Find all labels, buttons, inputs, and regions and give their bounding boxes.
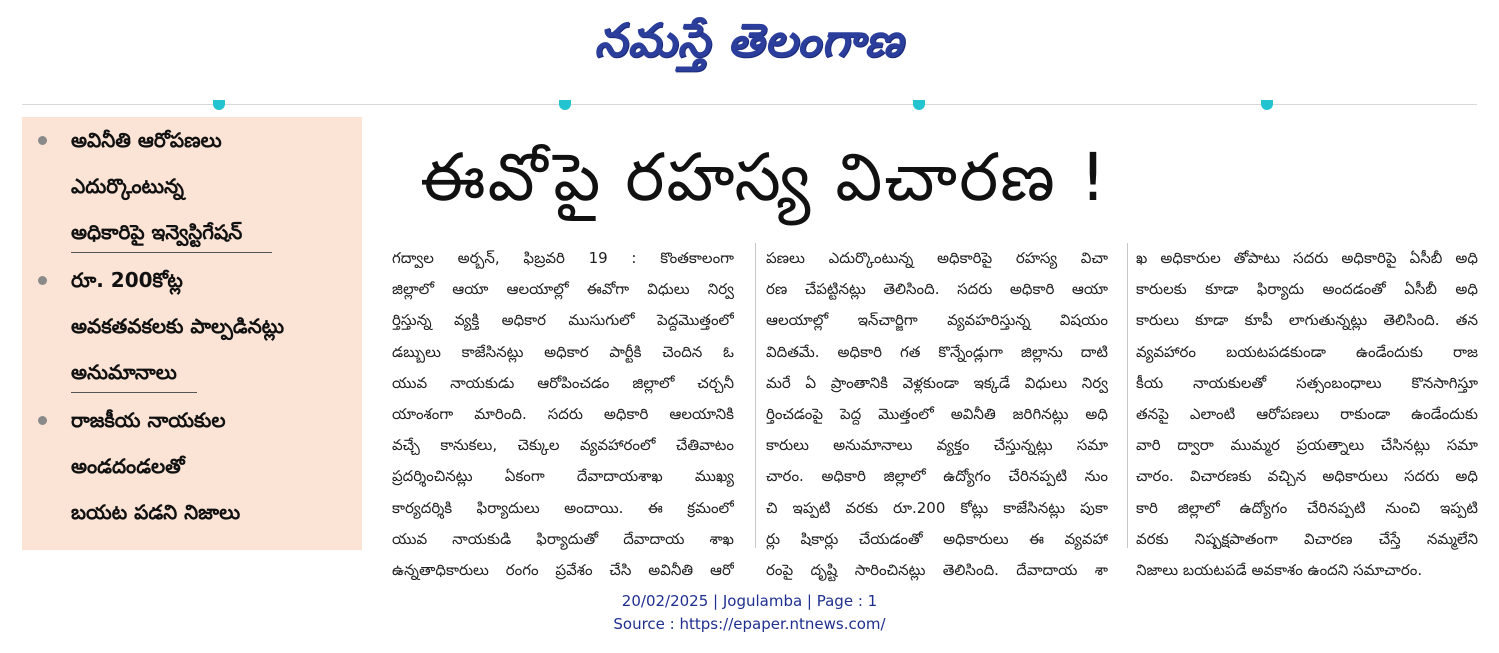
article-line: ర్లు షికార్లు చేయడంతో అధికారులు ఈ వ్యవహా [766,529,1108,548]
bullet-icon [38,136,47,145]
highlight-line: అనుమానాలు [71,360,177,384]
bullet-icon [38,276,47,285]
article-column-2 [766,243,1108,586]
newspaper-logo: నమస్తే తెలంగాణ [594,13,904,67]
article-line: రణ చేపట్టినట్లు తెలిసింది. సదరు అధికారి ఆయా [766,280,1108,299]
highlight-line: రూ. 200కోట్ల [71,268,183,292]
article-line: కారులు అనుమానాలు వ్యక్తం చేస్తున్నట్లు సమా [766,436,1108,455]
article-line: డబ్బులు కాజేసినట్లు అధికార పార్టీకి చెందిన ఓ [392,342,734,361]
header-divider [22,104,1477,105]
article-line: యువ నాయకుడి ఫిర్యాదుతో దేవాదాయ శాఖ [392,529,734,548]
article-line: ఖ అధికారుల తోపాటు సదరు అధికారిపై ఏసీబీ అధి [1136,249,1478,267]
article-line: ఆలయాల్లో ఇన్‌చార్జిగా వ్యవహరిస్తున్న విషయం [766,311,1108,330]
article-line: కారి జిల్లాలో ఉద్యోగం చేరినప్పటి నుంచి ఇప్పటి [1136,498,1478,517]
source-link[interactable]: Source : https://epaper.ntnews.com/ [613,615,886,633]
article-line: ర్తిస్తున్న వ్యక్తి అధికార ముసుగులో పెద్దమొత్తంలో [392,311,734,330]
article-column-1 [392,243,734,586]
masthead [0,0,1499,80]
article-line: గద్వాల అర్బన్, ఫిబ్రవరి 19 : కొంతకాలంగా [392,249,734,267]
article-line: చారం. విచారణకు వచ్చిన అధికారులు సదరు అధి [1136,467,1478,486]
article-line: చి ఇప్పటి వరకు రూ.200 కోట్లు కాజేసినట్లు పుకా [766,498,1108,517]
divider-dot [1261,100,1273,110]
article-line: ప్రదర్శించినట్లు ఏకంగా దేవాదాయశాఖ ముఖ్య [392,467,734,486]
article-line: పణలు ఎదుర్కొంటున్న అధికారిపై రహస్య విచా [766,249,1108,267]
divider-dot [913,100,925,110]
article-line: కారులకు కూడా ఫిర్యాదు అందడంతో ఏసీబీ అధి [1136,280,1478,299]
article-line: తనపై ఎలాంటి ఆరోపణలు రాకుండా ఉండేందుకు [1136,404,1478,423]
bullet-icon [38,416,47,425]
article-line: వచ్చే కానుకలు, చెక్కుల వ్యవహారంలో చేతివాటం [392,436,734,455]
article-line: కారులు కూడా కూపీ లాగుతున్నట్లు తెలిసింది. తన [1136,311,1478,330]
highlight-line: అవినీతి ఆరోపణలు [71,128,222,152]
article-line: వరకు నిష్పక్షపాతంగా విచారణ చేస్తే నమ్మలేని [1136,529,1478,548]
article-line: రంపై దృష్టి సారించినట్లు తెలిసింది. దేవాదాయ శా [766,560,1108,579]
article-line: కార్యదర్శికి ఫిర్యాదులు అందాయి. ఈ క్రమంలో [392,498,734,517]
divider-dot [213,100,225,110]
article-line: ర్తించడంపై పెద్ద మొత్తంలో అవినీతి జరిగినట్లు అధి [766,404,1108,423]
article-line: వారి ద్వారా ముమ్మర ప్రయత్నాలు చేసినట్లు సమా [1136,436,1478,455]
article-line: కీయ నాయకులతో సత్సంబంధాలు కొనసాగిస్తూ [1136,373,1478,392]
divider-dot [559,100,571,110]
highlights-sidebar [22,117,362,550]
highlight-line: బయట పడని నిజాలు [71,500,241,524]
article-line: నిజాలు బయటపడే అవకాశం ఉందని సమాచారం. [1136,560,1423,579]
article-line: విదితమే. అధికారి గత కొన్నేండ్లుగా జిల్లాను దాటి [766,342,1108,361]
column-divider [1127,243,1128,548]
column-divider [755,243,756,548]
article-column-3 [1136,243,1478,586]
article-line: ఉన్నతాధికారులు రంగం ప్రవేశం చేసి అవినీతి ఆరో [392,560,734,579]
article-line: యువ నాయకుడు ఆరోపించడం జిల్లాలో చర్చనీ [392,373,734,392]
article-line: మరే ఏ ప్రాంతానికి వెళ్లకుండా ఇక్కడే విధులు నిర్వ [766,373,1108,392]
edition-info: 20/02/2025 | Jogulamba | Page : 1 [621,592,878,610]
item-underline [71,392,197,393]
highlight-line: అవకతవకలకు పాల్పడినట్లు [71,314,285,338]
article-line: జిల్లాలో ఆయా ఆలయాల్లో ఈవోగా విధులు నిర్వ [392,280,734,299]
highlight-line: ఎదుర్కొంటున్న [71,174,184,198]
highlight-line: అండదండలతో [71,454,185,478]
highlight-line: రాజకీయ నాయకుల [71,408,226,432]
article-line: వ్యవహారం బయటపడకుండా ఉండేందుకు రాజ [1136,342,1478,361]
article-line: చారం. అధికారి జిల్లాలో ఉద్యోగం చేరినప్పటి నుం [766,467,1108,486]
item-underline [71,252,272,253]
article-headline: ఈవోపై రహస్య విచారణ ! [420,139,1109,216]
article-line: యాంశంగా మారింది. సదరు అధికారి ఆలయానికి [392,404,734,423]
highlight-line: అధికారిపై ఇన్వెస్టిగేషన్ [71,220,243,244]
